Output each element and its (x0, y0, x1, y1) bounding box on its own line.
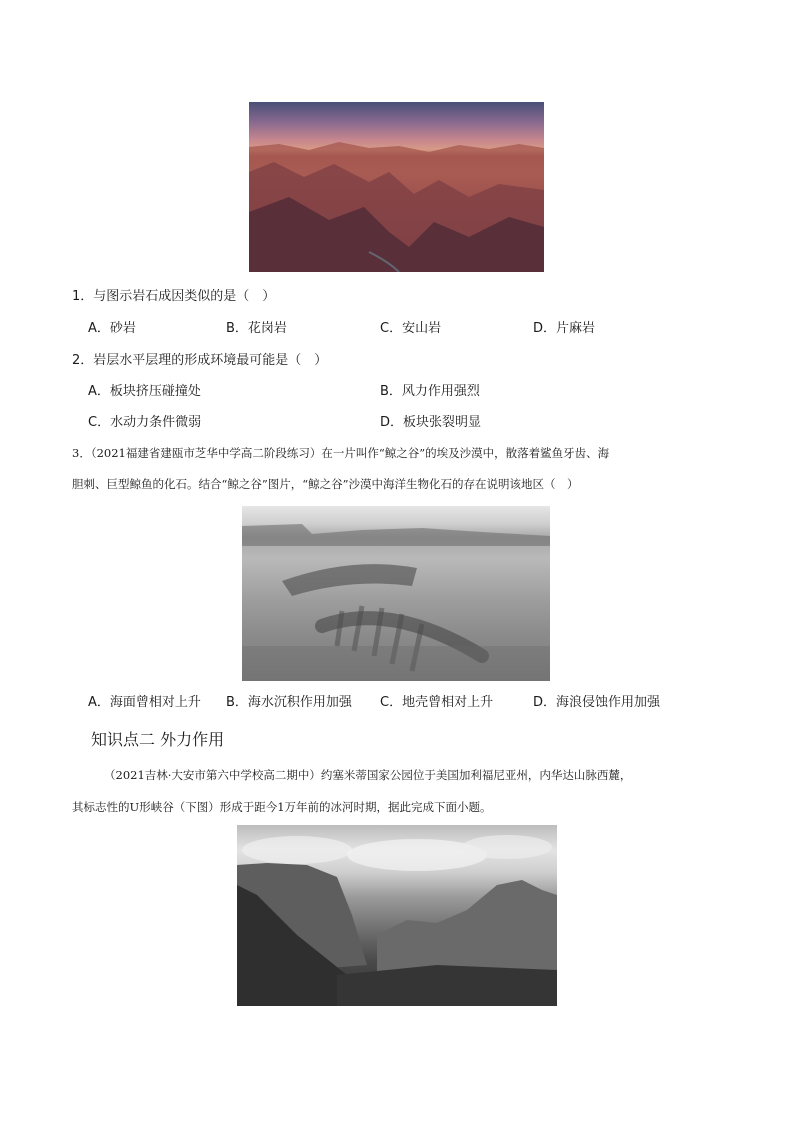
q2-option-a: A．板块挤压碰撞处 (88, 384, 201, 399)
section-title: 知识点二 外力作用 (91, 730, 225, 749)
yosemite-illustration (237, 825, 557, 1006)
canyon-photo (249, 102, 544, 272)
canyon-illustration (249, 102, 544, 272)
q1-option-b: B．花岗岩 (226, 321, 287, 336)
q2-option-d: D．板块张裂明显 (380, 415, 482, 430)
q2-option-b: B．风力作用强烈 (380, 384, 480, 399)
question-2-stem: 2．岩层水平层理的形成环境最可能是（ ） (72, 353, 328, 368)
section-intro-line1: （2021吉林·大安市第六中学校高二期中）约塞米蒂国家公园位于美国加利福尼亚州，内华达山脉西麓， (104, 768, 632, 782)
q3-option-d: D．海浪侵蚀作用加强 (533, 695, 661, 710)
whale-fossil-illustration (242, 506, 550, 681)
question-3-stem-line1: 3．（2021福建省建瓯市芝华中学高二阶段练习）在一片叫作“鲸之谷”的埃及沙漠中，散落着鲨鱼牙齿、海 (72, 446, 610, 460)
q3-option-b: B．海水沉积作用加强 (226, 695, 352, 710)
q3-option-a: A．海面曾相对上升 (88, 695, 201, 710)
q1-option-a: A．砂岩 (88, 321, 136, 336)
whale-fossil-photo (242, 506, 550, 681)
question-1-stem: 1．与图示岩石成因类似的是（ ） (72, 289, 276, 304)
q2-option-c: C．水动力条件微弱 (88, 415, 202, 430)
section-intro-line2: 其标志性的U形峡谷（下图）形成于距今1万年前的冰河时期，据此完成下面小题。 (72, 800, 492, 814)
yosemite-valley-photo (237, 825, 557, 1006)
q1-option-d: D．片麻岩 (533, 321, 596, 336)
q3-option-c: C．地壳曾相对上升 (380, 695, 494, 710)
q1-option-c: C．安山岩 (380, 321, 442, 336)
question-3-stem-line2: 胆刺、巨型鲸鱼的化石。结合“鲸之谷”图片，“鲸之谷”沙漠中海洋生物化石的存在说明该地区（ ） (72, 477, 579, 491)
